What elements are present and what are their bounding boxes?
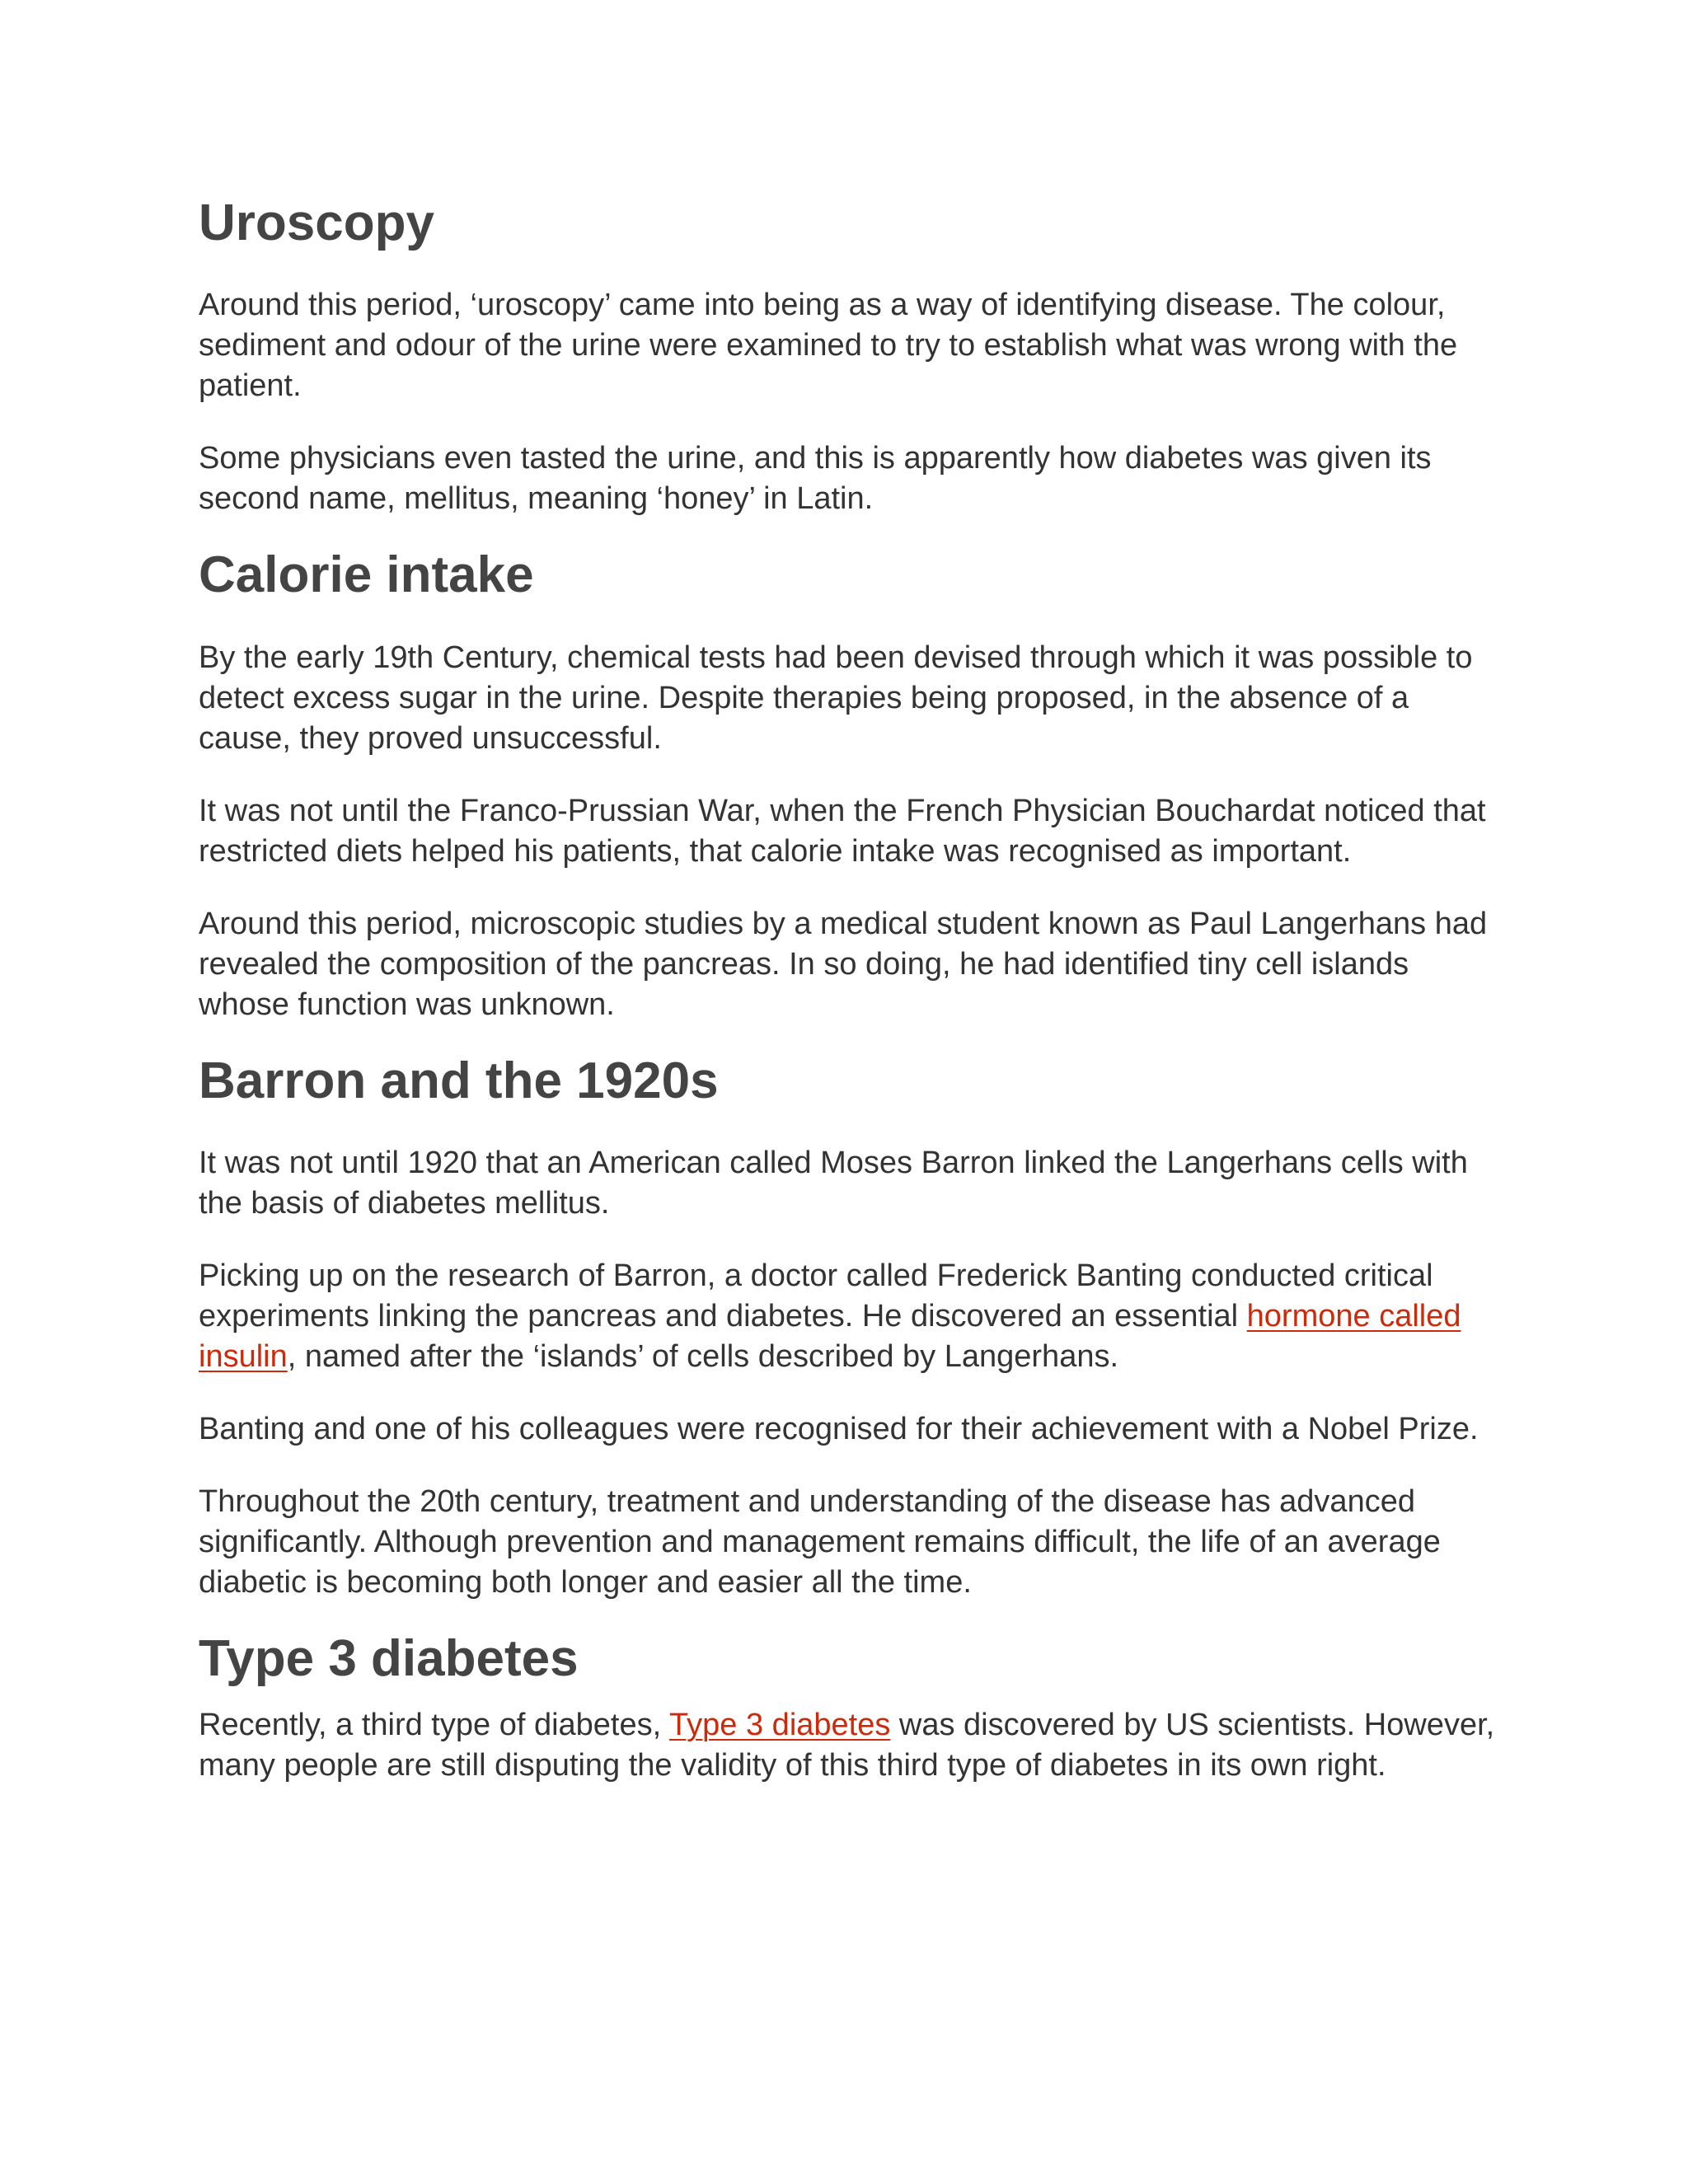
section-heading-calorie-intake: Calorie intake (199, 546, 534, 604)
paragraph: It was not until the Franco-Prussian War, when the French Physician Bouchardat noticed that restricted diets helped his patients, that calorie intake was recognised as important. (199, 793, 1486, 869)
paragraph: By the early 19th Century, chemical tests had been devised through which it was possible to detect excess sugar in the urine. Despite therapies being proposed, in the absence of a cause, they proved unsuccessful. (199, 640, 1473, 756)
type-3-diabetes-link[interactable]: Type 3 diabetes (669, 1707, 891, 1742)
paragraph: Around this period, microscopic studies by a medical student known as Paul Langerhans had revealed the composition of the pancreas. In so doing, he had identified tiny cell islands whose function was unknown. (199, 906, 1488, 1022)
paragraph: Banting and one of his colleagues were recognised for their achievement with a Nobel Prize. (199, 1412, 1479, 1447)
paragraph-text: Picking up on the research of Barron, a doctor called Frederick Banting conducted critical experiments linking the pancreas and diabetes. He discovered an essential (199, 1258, 1433, 1334)
hormone-insulin-link[interactable]: hormone called insulin (199, 1299, 1461, 1375)
document-page (199, 193, 1501, 1786)
section-heading-type-3-diabetes: Type 3 diabetes (199, 1630, 579, 1688)
paragraph: Some physicians even tasted the urine, and this is apparently how diabetes was given its second name, mellitus, meaning ‘honey’ in Latin. (199, 441, 1432, 517)
paragraph-text: , named after the ‘islands’ of cells described by Langerhans. (287, 1339, 1119, 1375)
paragraph-with-link (199, 1256, 1501, 1377)
paragraph-text: Recently, a third type of diabetes, (199, 1707, 670, 1742)
paragraph-text: was discovered by US scientists. However, many people are still disputing the validity of this third type of diabetes in its own right. (199, 1707, 1495, 1783)
paragraph: Around this period, ‘uroscopy’ came into being as a way of identifying disease. The colour, sediment and odour of the urine were examined to try to establish what was wrong with the patient. (199, 288, 1458, 404)
paragraph: It was not until 1920 that an American called Moses Barron linked the Langerhans cells with the basis of diabetes mellitus. (199, 1146, 1468, 1221)
section-heading-uroscopy: Uroscopy (199, 194, 434, 251)
paragraph: Throughout the 20th century, treatment and understanding of the disease has advanced significantly. Although prevention and management remains difficult, the life of an average diabetic is becoming both longer and easier all the time. (199, 1484, 1441, 1601)
section-heading-barron: Barron and the 1920s (199, 1052, 719, 1109)
paragraph-with-link (199, 1705, 1501, 1786)
